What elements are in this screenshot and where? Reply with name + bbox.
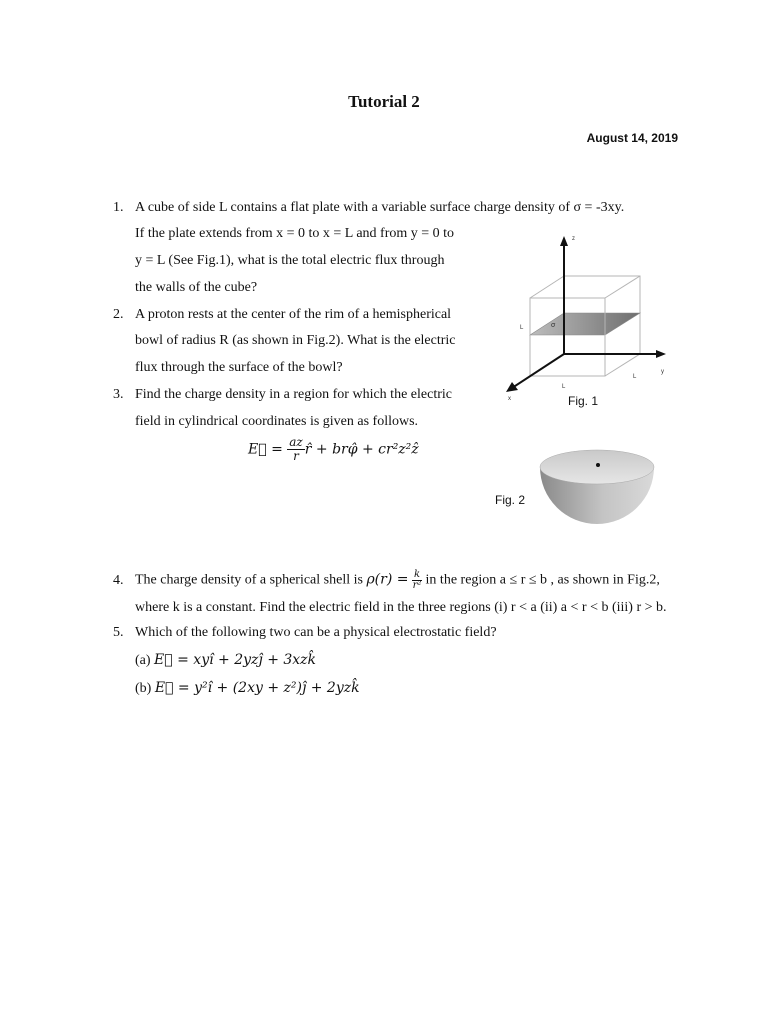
cube-edge bbox=[605, 354, 640, 376]
sigma-label: σ bbox=[551, 322, 556, 329]
question-1-text-3: y = L (See Fig.1), what is the total electric flux through bbox=[135, 253, 445, 268]
fraction-denominator: r bbox=[293, 449, 299, 463]
proton-dot bbox=[596, 463, 600, 467]
question-2-line-1 bbox=[113, 306, 451, 324]
question-5-line-1 bbox=[113, 624, 497, 642]
question-4-line-1 bbox=[113, 570, 660, 591]
question-2-text-2: bowl of radius R (as shown in Fig.2). What is the electric bbox=[135, 333, 456, 348]
equation-lhs: E⃗ = bbox=[248, 441, 283, 458]
rho-fraction bbox=[412, 570, 422, 591]
x-axis-arrow bbox=[506, 382, 518, 392]
question-1-text-2: If the plate extends from x = 0 to x = L and from y = 0 to bbox=[135, 226, 455, 241]
question-3-equation bbox=[248, 436, 419, 463]
side-label-right: L bbox=[633, 374, 637, 380]
question-4-text-2: where k is a constant. Find the electric field in the three regions (i) r < a (ii) a < r < b (iii) r > b. bbox=[135, 600, 667, 615]
x-axis-label: x bbox=[508, 396, 511, 402]
fig-2-bowl-diagram bbox=[536, 443, 658, 527]
cube-edge bbox=[530, 276, 564, 298]
option-b-equation: E⃗ = y²î + (2xy + z²)ĵ + 2yzk̂ bbox=[154, 680, 360, 696]
question-4-text-1b: in the region a ≤ r ≤ b , as shown in Fig.2, bbox=[425, 572, 660, 588]
z-axis-label: z bbox=[572, 236, 575, 242]
question-3-text-2: field in cylindrical coordinates is given as follows. bbox=[135, 414, 419, 429]
option-a bbox=[135, 651, 316, 670]
cube-front-face bbox=[530, 298, 605, 376]
rho-expression: ρ(r) = bbox=[366, 571, 409, 588]
charged-plate bbox=[530, 313, 640, 335]
equation-fraction bbox=[287, 436, 304, 463]
rho-denominator: r² bbox=[412, 580, 422, 591]
cube-edge bbox=[605, 276, 640, 298]
option-b-label: (b) bbox=[135, 681, 152, 696]
fig-2-label: Fig. 2 bbox=[495, 493, 526, 507]
side-label-bottom: L bbox=[562, 384, 566, 390]
question-2-text-3: flux through the surface of the bowl? bbox=[135, 360, 343, 375]
question-3-text-1: Find the charge density in a region for which the electric bbox=[135, 387, 452, 402]
fig-1-cube-diagram bbox=[500, 228, 680, 413]
question-3-line-1 bbox=[113, 386, 452, 404]
fig-1-label: Fig. 1 bbox=[568, 394, 599, 408]
side-label-left: L bbox=[520, 325, 524, 331]
question-1-text-1: A cube of side L contains a flat plate with a variable surface charge density of σ = -3xy. bbox=[135, 200, 625, 215]
question-2-number: 2. bbox=[113, 307, 124, 322]
option-b bbox=[135, 679, 360, 698]
question-3-number: 3. bbox=[113, 387, 124, 402]
x-axis bbox=[512, 354, 564, 388]
option-a-label: (a) bbox=[135, 653, 151, 668]
question-4-text-1a: The charge density of a spherical shell is bbox=[135, 572, 363, 588]
page-title: Tutorial 2 bbox=[348, 92, 420, 111]
fraction-numerator: az bbox=[289, 435, 303, 449]
question-1-line-1 bbox=[113, 199, 624, 217]
question-5-number: 5. bbox=[113, 625, 124, 640]
rho-numerator: k bbox=[413, 569, 421, 580]
equation-rhs: r̂ + brφ̂ + cr²z²ẑ bbox=[304, 441, 419, 458]
y-axis-arrow bbox=[656, 350, 666, 358]
question-1-number: 1. bbox=[113, 200, 124, 215]
question-5-text-1: Which of the following two can be a physical electrostatic field? bbox=[135, 625, 497, 640]
option-a-equation: E⃗ = xyî + 2yzĵ + 3xzk̂ bbox=[154, 652, 317, 668]
z-axis-arrow bbox=[560, 236, 568, 246]
date: August 14, 2019 bbox=[586, 131, 678, 145]
question-1-text-4: the walls of the cube? bbox=[135, 280, 258, 295]
y-axis-label: y bbox=[661, 369, 664, 375]
question-4-number: 4. bbox=[113, 572, 124, 588]
question-2-text-1: A proton rests at the center of the rim of a hemispherical bbox=[135, 307, 452, 322]
bowl-rim bbox=[540, 450, 654, 484]
